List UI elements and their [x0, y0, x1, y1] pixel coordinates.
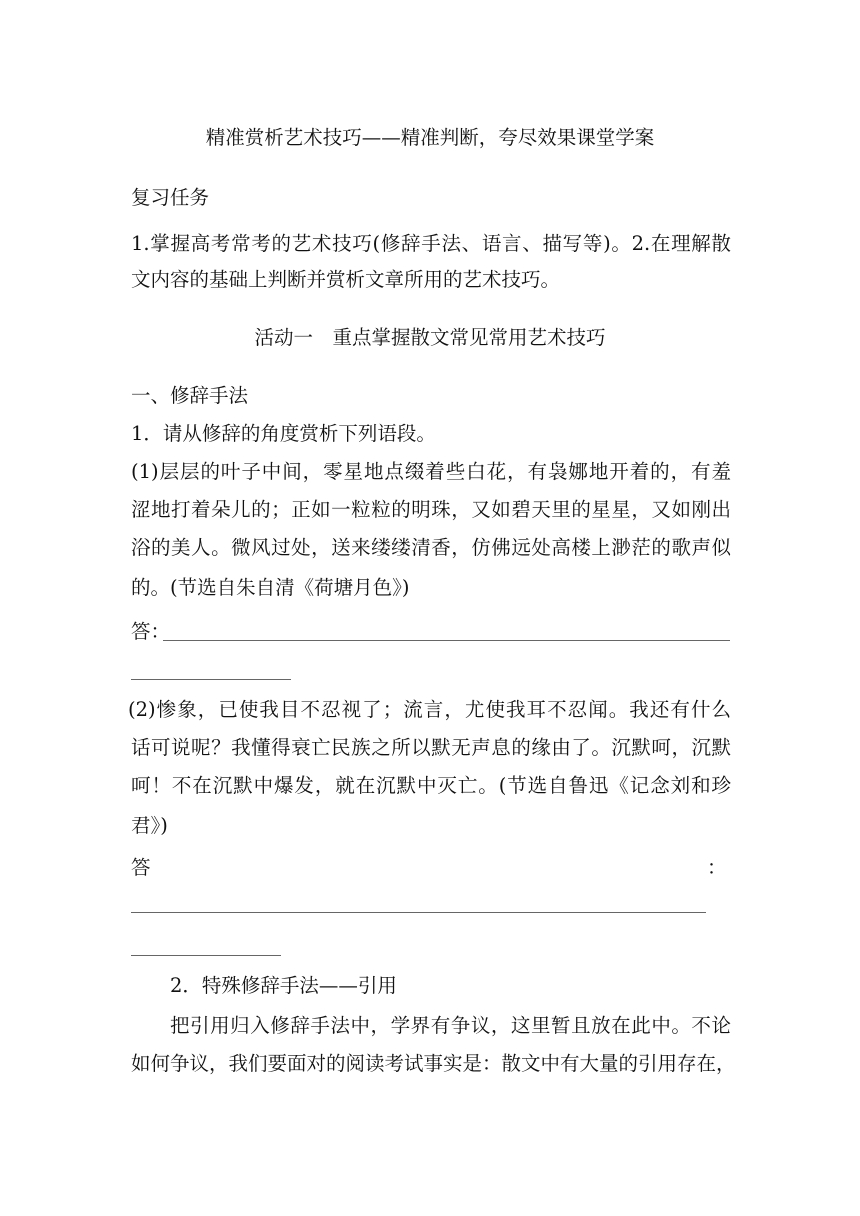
section-heading-quotation: 2．特殊修辞手法——引用: [170, 974, 397, 997]
review-heading: 复习任务: [131, 186, 210, 209]
answer-1-label: 答：: [131, 620, 171, 643]
section-2-line: 如何争议，我们要面对的阅读考试事实是：散文中有大量的引用存在，: [131, 1052, 736, 1075]
passage-1-line: (1)层层的叶子中间，零星地点缀着些白花，有袅娜地开着的，有羞: [131, 460, 731, 483]
activity-title: 活动一 重点掌握散文常见常用艺术技巧: [254, 326, 606, 349]
passage-2-line: 君》): [131, 814, 168, 837]
passage-2-line: 话可说呢？我懂得衰亡民族之所以默无声息的缘由了。沉默呵，沉默: [131, 736, 731, 759]
answer-2-blank-line[interactable]: [131, 912, 706, 913]
section-2-line: 把引用归入修辞手法中，学界有争议，这里暂且放在此中。不论: [170, 1014, 731, 1037]
review-line-2: 文内容的基础上判断并赏析文章所用的艺术技巧。: [131, 268, 561, 291]
passage-1-line: 浴的美人。微风过处，送来缕缕清香，仿佛远处高楼上渺茫的歌声似: [131, 536, 731, 559]
answer-1-blank-line[interactable]: [163, 640, 730, 641]
answer-1-blank-line-2[interactable]: [131, 679, 291, 680]
passage-1-line: 的。(节选自朱自清《荷塘月色》): [131, 576, 410, 599]
answer-2-colon: ：: [707, 856, 727, 879]
passage-2-line: 呵！不在沉默中爆发，就在沉默中灭亡。(节选自鲁迅《记念刘和珍: [131, 774, 731, 797]
passage-1-line: 涩地打着朵儿的；正如一粒粒的明珠，又如碧天里的星星，又如刚出: [131, 498, 731, 521]
section-heading-rhetoric: 一、修辞手法: [131, 384, 249, 407]
answer-2-blank-line-2[interactable]: [131, 955, 281, 956]
answer-2-label: 答: [131, 856, 151, 879]
page-title: 精准赏析艺术技巧——精准判断，夸尽效果课堂学案: [205, 126, 655, 149]
review-line-1: 1.掌握高考常考的艺术技巧(修辞手法、语言、描写等)。2.在理解散: [131, 232, 731, 255]
question-1: 1．请从修辞的角度赏析下列语段。: [131, 422, 436, 445]
passage-2-line: (2)惨象，已使我目不忍视了；流言，尤使我耳不忍闻。我还有什么: [128, 698, 731, 721]
